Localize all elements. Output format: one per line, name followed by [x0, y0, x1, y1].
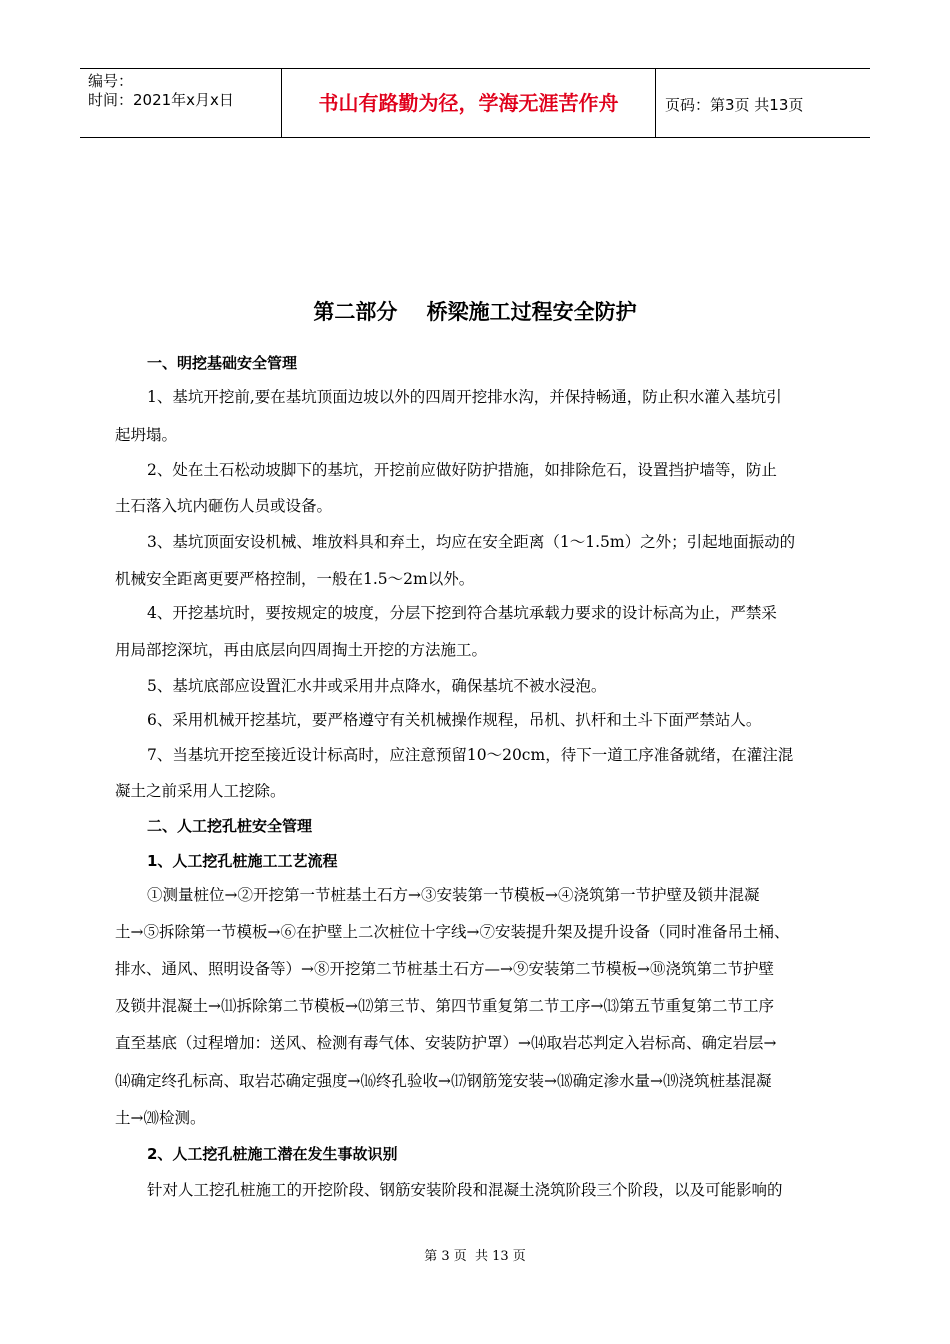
- page-footer: 第 3 页 共 13 页: [424, 1249, 526, 1264]
- paragraph-line: 2、处在土石松动坡脚下的基坑，开挖前应做好防护措施，如排除危石，设置挡护墙等，防止: [147, 461, 777, 479]
- paragraph-line: 凝土之前采用人工挖除。: [115, 782, 286, 800]
- paragraph-line: 针对人工挖孔桩施工的开挖阶段、钢筋安装阶段和混凝土浇筑阶段三个阶段，以及可能影响的: [147, 1181, 783, 1199]
- header-left-cell: [80, 69, 280, 137]
- paragraph-line: 4、开挖基坑时，要按规定的坡度，分层下挖到符合基坑承载力要求的设计标高为止，严禁采: [147, 604, 777, 622]
- page-info: 页码：第3页 共13页: [665, 96, 804, 114]
- paragraph-line: 机械安全距离更要严格控制，一般在1.5～2m以外。: [115, 570, 475, 588]
- subsection-heading: 1、人工挖孔桩施工工艺流程: [147, 852, 338, 870]
- paragraph-line: 及锁井混凝土→⑾拆除第二节模板→⑿第三节、第四节重复第二节工序→⒀第五节重复第二节工序: [115, 997, 774, 1015]
- paragraph-line: ①测量桩位→②开挖第一节桩基土石方→③安装第一节模板→④浇筑第一节护壁及锁井混凝: [147, 886, 760, 904]
- paragraph-line: 用局部挖深坑，再由底层向四周掏土开挖的方法施工。: [115, 641, 488, 659]
- header-table: [80, 68, 870, 138]
- header-motto-cell: [281, 69, 656, 137]
- paragraph-line: 土→⒇检测。: [115, 1109, 206, 1127]
- code-label: 编号：: [88, 72, 134, 90]
- paragraph-line: 起坍塌。: [115, 426, 178, 444]
- subsection-heading: 2、人工挖孔桩施工潜在发生事故识别: [147, 1145, 398, 1163]
- paragraph-line: 排水、通风、照明设备等）→⑧开挖第二节桩基土石方—→⑨安装第二节模板→⑩浇筑第二节护壁: [115, 960, 774, 978]
- header-right-cell: [655, 69, 870, 137]
- section-heading: 二、人工挖孔桩安全管理: [147, 817, 313, 835]
- paragraph-line: 土→⑤拆除第一节模板→⑥在护壁上二次桩位十字线→⑦安装提升架及提升设备（同时准备吊土桶、: [115, 923, 790, 941]
- time-label: 时间：2021年x月x日: [88, 91, 234, 109]
- page-title: 第二部分 桥梁施工过程安全防护: [313, 300, 637, 324]
- section-heading: 一、明挖基础安全管理: [147, 354, 298, 372]
- paragraph-line: 6、采用机械开挖基坑，要严格遵守有关机械操作规程，吊机、扒杆和土斗下面严禁站人。: [147, 711, 762, 729]
- paragraph-line: 7、当基坑开挖至接近设计标高时，应注意预留10～20cm，待下一道工序准备就绪，在灌注混: [147, 746, 794, 764]
- paragraph-line: ⒁确定终孔标高、取岩芯确定强度→⒃终孔验收→⒄钢筋笼安装→⒅确定渗水量→⒆浇筑桩基混凝: [115, 1072, 772, 1090]
- paragraph-line: 土石落入坑内砸伤人员或设备。: [115, 497, 333, 515]
- motto: 书山有路勤为径，学海无涯苦作舟: [318, 91, 619, 115]
- paragraph-line: 3、基坑顶面安设机械、堆放料具和弃土，均应在安全距离（1～1.5m）之外；引起地面振动的: [147, 533, 796, 551]
- paragraph-line: 5、基坑底部应设置汇水井或采用井点降水，确保基坑不被水浸泡。: [147, 677, 607, 695]
- paragraph-line: 1、基坑开挖前,要在基坑顶面边坡以外的四周开挖排水沟，并保持畅通，防止积水灌入基坑引: [147, 388, 782, 406]
- paragraph-line: 直至基底（过程增加：送风、检测有毒气体、安装防护罩）→⒁取岩芯判定入岩标高、确定岩层→: [115, 1034, 777, 1052]
